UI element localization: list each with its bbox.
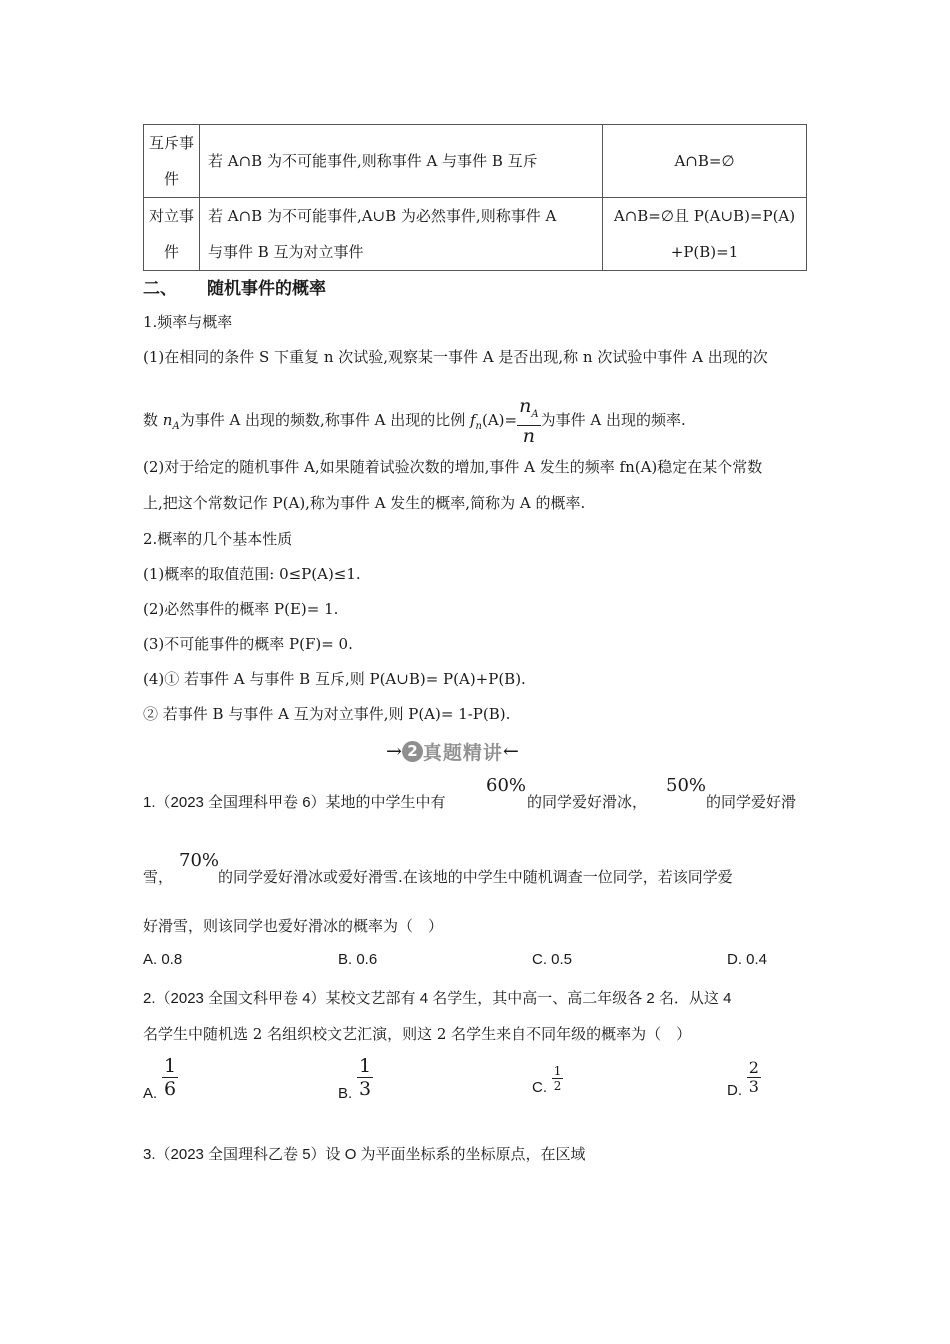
q2-option-a[interactable] [143,1055,178,1100]
q2-line2: 名学生中随机选 2 名组织校文艺汇演，则这 2 名学生来自不同年级的概率为（ ） [143,1025,692,1043]
subheading-frequency: 1.频率与概率 [143,313,233,331]
section-banner [386,738,519,765]
option-label: B. [338,1085,353,1102]
q1-line1 [143,791,446,812]
text: 为事件 A 出现的频率. [540,410,686,429]
text: 为事件 A 出现的频数,称事件 A 出现的比例 [179,410,470,429]
option-fraction [552,1064,564,1093]
formula: A∩B=∅ [674,152,735,170]
numerator: 1 [553,1064,562,1078]
banner-title: 真题精讲 [422,742,503,764]
paragraph-2-line2: 上,把这个常数记作 P(A),称为事件 A 发生的概率,简称为 A 的概率. [143,494,586,512]
heading-title: 随机事件的概率 [207,279,326,299]
def-line2: 与事件 B 互为对立事件 [208,243,364,261]
term-complementary: 对立事件 [148,207,194,261]
nA-symbol: n [162,410,173,429]
table-row [144,125,807,198]
formula-cell [603,125,807,198]
q1-mid2: 的同学爱好滑 [706,793,797,811]
formula-line2: +P(B)=1 [670,243,739,261]
q3-line1: 3.（2023 全国理科乙卷 5）设 O 为平面坐标系的坐标原点，在区域 [143,1146,586,1163]
option-label: D. [727,1082,742,1099]
term-cell [144,125,200,198]
q1-option-d[interactable]: D. 0.4 [727,951,768,968]
q2-option-b[interactable] [338,1055,373,1100]
fn-subscript: n [475,420,482,432]
denominator: 2 [553,1079,562,1093]
fraction-denominator: n [522,424,535,447]
property-3: (3)不可能事件的概率 P(F)= 0. [143,635,353,653]
property-1: (1)概率的取值范围: 0≤P(A)≤1. [143,565,361,583]
q1-pct-50: 50% [666,775,707,796]
q2-option-d[interactable] [727,1058,761,1099]
def-post: 为不可能事件,则称事件 A 与事件 B 互斥 [262,152,538,170]
arrow-right-icon: → [386,740,402,763]
q2-option-c[interactable] [532,1064,563,1096]
formula-line1: A∩B=∅且 P(A∪B)=P(A) [613,207,796,225]
nA-subscript: A [172,420,180,432]
formula-cell [603,198,807,271]
q2-line1: 2.（2023 全国文科甲卷 4）某校文艺部有 4 名学生，其中高一、高二年级各 2 名．从这 4 [143,990,732,1007]
def-expr: A∩B [227,152,263,170]
q1-line2-pre: 雪， [143,868,174,886]
paragraph-2-line1: (2)对于给定的随机事件 A,如果随着试验次数的增加,事件 A 发生的频率 fn(A)稳定在某个常数 [143,458,763,476]
numerator: 2 [748,1058,759,1077]
numerator: 1 [358,1055,372,1077]
numerator: 1 [163,1055,177,1077]
property-2: (2)必然事件的概率 P(E)= 1. [143,600,339,618]
q1-option-a[interactable]: A. 0.8 [143,951,183,968]
q1-option-b[interactable]: B. 0.6 [338,951,378,968]
paragraph-1-line2 [143,396,686,449]
denominator: 3 [358,1078,372,1100]
q1-option-c[interactable]: C. 0.5 [532,951,573,968]
q1-pct-60: 60% [486,775,527,796]
property-4a: (4)① 若事件 A 与事件 B 互斥,则 P(A∪B)= P(A)+P(B). [143,670,526,688]
definition-cell [200,125,603,198]
def-line1: 若 A∩B 为不可能事件,A∪B 为必然事件,则称事件 A [208,207,557,225]
number-badge: 2 [402,741,423,762]
q1-line3: 好滑雪，则该同学也爱好滑冰的概率为（ ） [143,917,444,935]
fn-argument: (A)= [481,410,518,429]
fraction-numerator: n [519,395,532,417]
fraction-numerator-sub: A [531,408,539,420]
arrow-left-icon: ← [502,740,519,763]
paragraph-1-line1: (1)在相同的条件 S 下重复 n 次试验,观察某一事件 A 是否出现,称 n 次试验中事件 A 出现的次 [143,348,768,366]
subheading-properties: 2.概率的几个基本性质 [143,530,293,548]
table-row [144,198,807,271]
term-cell [144,198,200,271]
q1-line2-post: 的同学爱好滑冰或爱好滑雪.在该地的中学生中随机调查一位同学，若该同学爱 [218,868,733,886]
definitions-table [143,124,807,271]
option-label: C. [532,1079,547,1096]
option-fraction [357,1055,373,1100]
q1-mid1: 的同学爱好滑冰， [527,793,648,811]
frequency-fraction [517,396,540,446]
heading-number: 二、 [143,279,177,299]
section-heading [143,274,326,299]
q1-prefix: 1.（2023 全国理科甲卷 6）某地的中学生中有 [143,794,446,811]
text: 数 [143,410,163,429]
option-label: A. [143,1085,158,1102]
property-4b: ② 若事件 B 与事件 A 互为对立事件,则 P(A)= 1-P(B). [143,705,511,723]
term-mutually-exclusive: 互斥事件 [148,134,194,188]
def-pre: 若 [208,152,228,170]
option-fraction [747,1059,761,1096]
fn-symbol: f [469,410,476,429]
definition-cell [200,198,603,271]
denominator: 6 [163,1078,177,1100]
denominator: 3 [748,1077,759,1096]
option-fraction [162,1055,178,1100]
q1-pct-70: 70% [179,850,220,871]
